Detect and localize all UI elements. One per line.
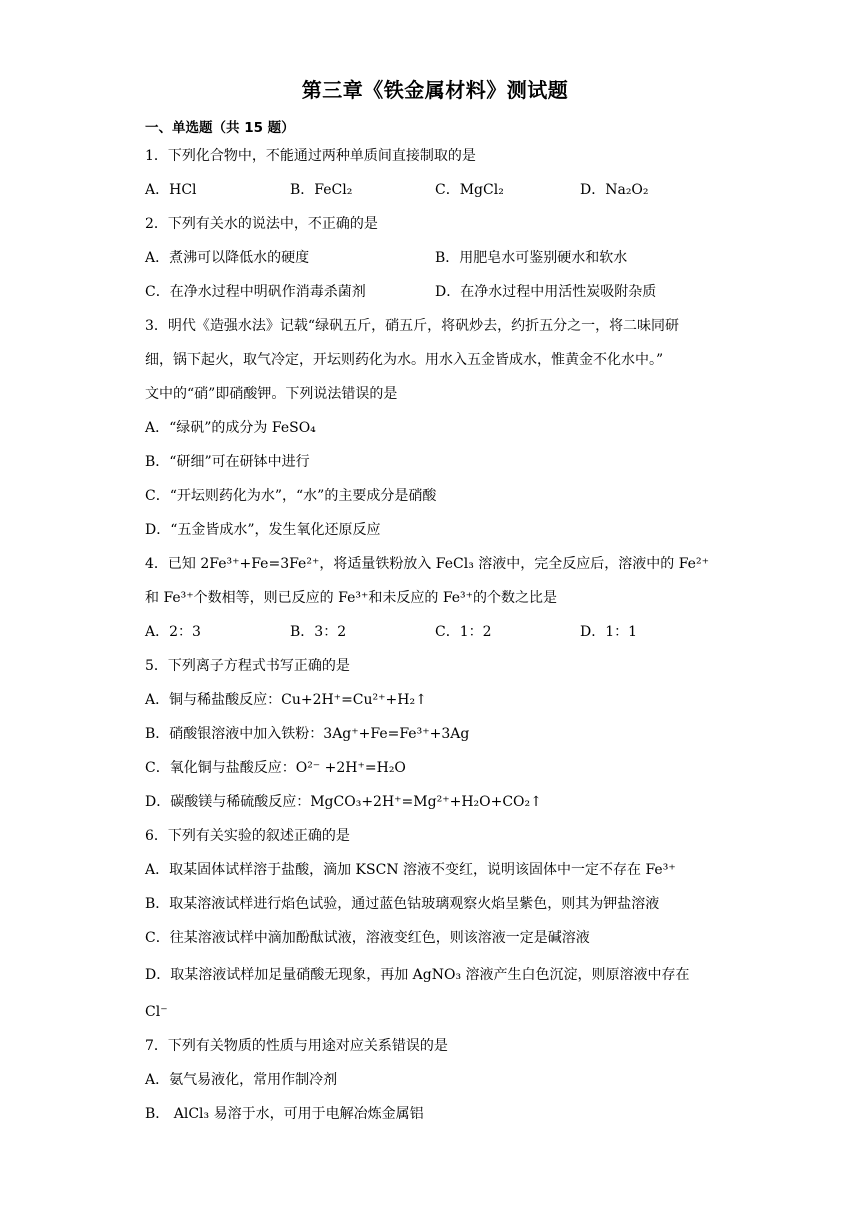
question-4-stem-line: 和 Fe³⁺个数相等，则已反应的 Fe³⁺和未反应的 Fe³⁺的个数之比是 xyxy=(145,590,558,606)
option-continuation: Cl⁻ xyxy=(145,1004,168,1020)
option: B．取某溶液试样进行焰色试验，通过蓝色钴玻璃观察火焰呈紫色，则其为钾盐溶液 xyxy=(145,896,660,912)
option: C．1：2 xyxy=(435,624,492,640)
option: B．硝酸银溶液中加入铁粉：3Ag⁺+Fe=Fe³⁺+3Ag xyxy=(145,726,470,742)
option: C．“开坛则药化为水”，“水”的主要成分是硝酸 xyxy=(145,488,437,504)
option: C．往某溶液试样中滴加酚酞试液，溶液变红色，则该溶液一定是碱溶液 xyxy=(145,930,590,946)
question-2-stem: 2．下列有关水的说法中，不正确的是 xyxy=(145,216,378,232)
question-4-stem-line: 4．已知 2Fe³⁺+Fe=3Fe²⁺，将适量铁粉放入 FeCl₃ 溶液中，完全反应后，溶液中的 Fe²⁺ xyxy=(145,556,709,572)
option: D．取某溶液试样加足量硝酸无现象，再加 AgNO₃ 溶液产生白色沉淀，则原溶液中存在 xyxy=(145,967,690,983)
option: D．在净水过程中用活性炭吸附杂质 xyxy=(435,284,657,300)
question-7-stem: 7．下列有关物质的性质与用途对应关系错误的是 xyxy=(145,1038,448,1054)
section-heading: 一、单选题（共 15 题） xyxy=(145,120,295,136)
option: A．煮沸可以降低水的硬度 xyxy=(145,250,310,266)
option: B．FeCl₂ xyxy=(290,182,353,198)
option: A．铜与稀盐酸反应：Cu+2H⁺=Cu²⁺+H₂↑ xyxy=(145,692,427,708)
option: D．碳酸镁与稀硫酸反应：MgCO₃+2H⁺=Mg²⁺+H₂O+CO₂↑ xyxy=(145,794,542,810)
question-4-options xyxy=(145,615,725,649)
document-page xyxy=(145,74,725,1131)
option: D．Na₂O₂ xyxy=(580,182,649,198)
question-3-stem-line: 细，锅下起火，取气冷定，开坛则药化为水。用水入五金皆成水，惟黄金不化水中。” xyxy=(145,352,664,368)
option: B．3：2 xyxy=(290,624,347,640)
option: C．MgCl₂ xyxy=(435,182,504,198)
question-6-stem: 6．下列有关实验的叙述正确的是 xyxy=(145,828,350,844)
option: A．2：3 xyxy=(145,624,201,640)
question-5-stem: 5．下列离子方程式书写正确的是 xyxy=(145,658,350,674)
question-2-options-row xyxy=(145,241,725,275)
option: B．用肥皂水可鉴别硬水和软水 xyxy=(435,250,628,266)
question-3-stem-line: 文中的“硝”即硝酸钾。下列说法错误的是 xyxy=(145,386,398,402)
question-3-stem-line: 3．明代《造强水法》记载“绿矾五斤，硝五斤，将矾炒去，约折五分之一，将二味同研 xyxy=(145,318,680,334)
option: C．氧化铜与盐酸反应：O²⁻ +2H⁺=H₂O xyxy=(145,760,406,776)
document-title: 第三章《铁金属材料》测试题 xyxy=(301,78,569,102)
option: A．“绿矾”的成分为 FeSO₄ xyxy=(145,420,316,436)
question-1-stem: 1．下列化合物中，不能通过两种单质间直接制取的是 xyxy=(145,148,476,164)
option: A．取某固体试样溶于盐酸，滴加 KSCN 溶液不变红，说明该固体中一定不存在 Fe³⁺ xyxy=(145,862,676,878)
option: D．“五金皆成水”，发生氧化还原反应 xyxy=(145,522,381,538)
question-2-options-row xyxy=(145,275,725,309)
option: A．HCl xyxy=(145,182,197,198)
question-1-options xyxy=(145,173,725,207)
option: A．氨气易液化，常用作制冷剂 xyxy=(145,1072,338,1088)
option: B．“研细”可在研钵中进行 xyxy=(145,454,310,470)
option: C．在净水过程中明矾作消毒杀菌剂 xyxy=(145,284,366,300)
option: D．1：1 xyxy=(580,624,638,640)
option: B． AlCl₃ 易溶于水，可用于电解冶炼金属铝 xyxy=(145,1106,424,1122)
